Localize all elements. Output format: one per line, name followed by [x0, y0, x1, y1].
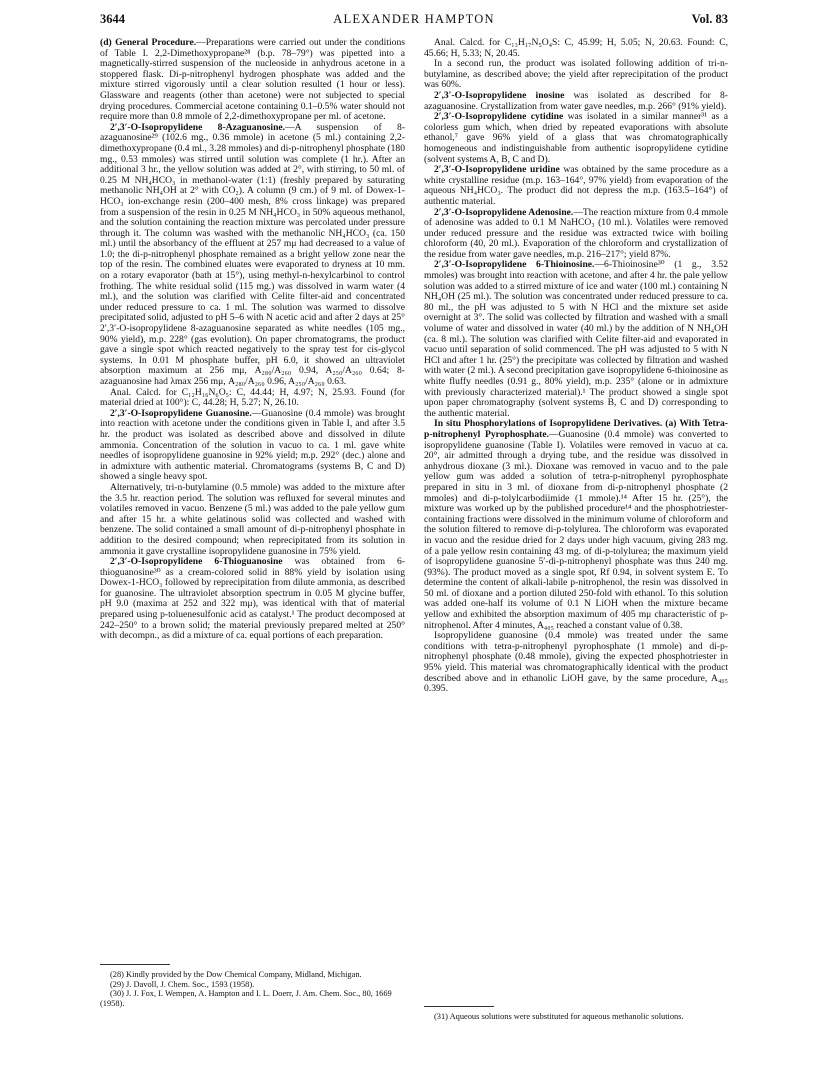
paragraph-phosphorylation-second: Isopropylidene guanosine (0.4 mmole) was treated under the same conditions with tetra-p-nitrophenyl pyrophosphate (1 mmole) and di-p-nitrophenyl phosphate (0.48 mmole), giving the expected phosphotriester in 95% yield. This material was chromatographically identical with the product described above and in ethanolic LiOH gave, by the same procedure, A₄₀₅ 0.395.: [424, 630, 728, 695]
paragraph-adenosine: 2′,3′-O-Isopropylidene Adenosine.—The reaction mixture from 0.4 mmole of adenosine was added to 0.1 M NaHCO₃ (10 ml.). Volatiles were removed under reduced pressure and the residue was extracted twice with boiling chloroform (40, 20 ml.). Evaporation of the chloroform and crystallization of the residue from water gave needles, m.p. 216–217°; yield 87%.: [424, 206, 728, 260]
paragraph-guanosine-alternative: Alternatively, tri-n-butylamine (0.5 mmole) was added to the mixture after the 3.5 hr. reaction period. The solution was refluxed for several minutes and volatiles removed in vacuo. Benzene (5 ml.) was added to the pale yellow gum and after 15 hr. a white gelatinous solid was collected and washed with benzene. The solid contained a small amount of di-p-nitrophenyl phosphate in addition to the desired compound; when reprecipitated from its solution in ammonia it gave crystalline isopropylidene guanosine in 75% yield.: [100, 481, 405, 557]
page-header: [100, 12, 728, 28]
footnote-30: (30) J. J. Fox, I. Wempen, A. Hampton and I. L. Doerr, J. Am. Chem. Soc., 80, 1669 (1958).: [100, 989, 392, 1008]
paragraph-thioguanosine-analysis: Anal. Calcd. for C₁₃H₁₇N₅O₄S: C, 45.99; H, 5.05; N, 20.63. Found: C, 45.66; H, 5.33; N, 20.45.: [424, 37, 728, 59]
paragraph-cytidine: 2′,3′-O-Isopropylidene cytidine was isolated in a similar manner³¹ as a colorless gum which, when dried by repeated evaporations with absolute ethanol,⁷ gave 96% yield of a glass that was chromatographically homogeneous and indistinguishable from authentic isopropylidene cytidine (solvent systems A, B, C and D).: [424, 111, 728, 165]
footnote-divider: [424, 1006, 494, 1007]
paragraph-uridine: 2′,3′-O-Isopropylidene uridine was obtained by the same procedure as a white crystalline residue (m.p. 163–164°, 97% yield) from evaporation of the aqueous NH₄HCO₃. The product did not depress the m.p. (163.5–164°) of authentic material.: [424, 164, 728, 207]
footnotes-right: [424, 1000, 728, 1022]
running-head-author: ALEXANDER HAMPTON: [333, 12, 495, 26]
volume-label: Vol. 83: [691, 12, 728, 26]
footnote-divider: [100, 964, 170, 965]
paragraph-azaguanosine: 2′,3′-O-Isopropylidene 8-Azaguanosine.—A suspension of 8-azaguanosine²⁹ (102.6 mg., 0.36 mmole) in acetone (5 ml.) containing 2,2-dimethoxypropane (0.4 ml., 3.28 mmoles) and di-p-nitrophenyl phosphate (180 mg., 0.53 mmoles) was stirred until solution was complete (1 hr.). After an additional 3 hr., the yellow solution was added at 2°, with stirring, to 50 ml. of 0.25 M NH₄HCO₃ in methanol-water (1:1) (freshly prepared by saturating methanolic NH₄OH at 2° with CO₂). A column (9 cm.) of 9 ml. of Dowex-1-HCO₃ ion-exchange resin (200–400 mesh, 8% cross linkage) was prepared from a suspension of the resin in 0.25 M NH₄HCO₃ in 50% aqueous methanol, and the solution containing the reaction mixture was percolated under pressure through it. The column was washed with the methanolic NH₄HCO₃ (ca. 150 ml.) until the absorbancy of the effluent at 257 mμ had decreased to a value of 1.0; the di-p-nitrophenyl phosphate remained as a bright yellow zone near the top of the resin. The combined eluates were evaporated to dryness at 10 mm. on a rotary evaporator (bath at 15°), using methyl-n-hexylcarbinol to control frothing. The white residual solid (115 mg.) was dissolved in warm water (4 ml.), and the solution was clarified with Celite filter-aid and concentrated under reduced pressure to ca. 1 ml. The solution was warmed to dissolve precipitated solid, adjusted to pH 5–6 with N acetic acid and after 2 days at 25° 2′,3′-O-isopropylidene 8-azaguanosine separated as white needles (105 mg., 90% yield), m.p. 228° (gas evolution). On paper chromatograms, the product gave a single spot which reacted negatively to the spray test for cis-glycol systems. In 0.01 M phosphate buffer, pH 6.0, it showed an ultraviolet absorption maximum at 256 mμ, A₂₈₀/A₂₆₀ 0.94, A₂₅₀/A₂₆₀ 0.64; 8-azaguanosine had λmax 256 mμ, A₂₈₀/A₂₆₀ 0.96, A₂₅₀/A₂₆₀ 0.63.: [100, 121, 405, 387]
footnote-31: (31) Aqueous solutions were substituted for aqueous methanolic solutions.: [434, 1012, 684, 1021]
paragraph-thioguanosine: 2′,3′-O-Isopropylidene 6-Thioguanosine was obtained from 6-thioguanosine³⁰ as a cream-colored solid in 88% yield by isolation using Dowex-1-HCO₃ followed by reprecipitation from dilute ammonia, as described for guanosine. The ultraviolet absorption spectrum in 0.05 M glycine buffer, pH 9.0 (maxima at 252 and 322 mμ), was identical with that of material prepared using p-toluenesulfonic acid as catalyst.¹ The product decomposed at 242–250° to a brown solid; the material previously prepared melted at 250° with decompn., as did a mixture of ca. equal portions of each preparation.: [100, 556, 405, 642]
paragraph-general-procedure: (d) General Procedure.—Preparations were carried out under the conditions of Table I. 2,2-Dimethoxypropane²⁸ (b.p. 78–79°) was pipetted into a magnetically-stirred suspension of the nucleoside in anhydrous acetone in a stoppered flask. Di-p-nitrophenyl hydrogen phosphate was added and the mixture stirred vigorously until a clear solution resulted (1 hour or less). Glassware and reagents (other than acetone) were not subjected to special drying procedures. Commercial acetone containing 0.1–0.5% water should not require more than 0.8 mmole of 2,2-dimethoxypropane per ml. of acetone.: [100, 37, 405, 123]
paragraph-second-run: In a second run, the product was isolated following addition of tri-n-butylamine, as described above; the yield after reprecipitation of the product was 60%.: [424, 58, 728, 91]
paragraph-phosphorylation: In situ Phosphorylations of Isopropylidene Derivatives. (a) With Tetra-p-nitrophenyl Pyrophosphate.—Guanosine (0.4 mmole) was converted to isopropylidene guanosine (Table I). Volatiles were removed in vacuo at ca. 20°, air admitted through a drying tube, and the residue was dissolved in anhydrous dioxane (3 ml.). Dioxane was removed in vacuo and to the pale yellow gum was added a solution of tetra-p-nitrophenyl pyrophosphate prepared in situ in 3 ml. of dioxane from di-p-nitrophenyl phosphate (2 mmoles) and di-p-tolylcarbodiimide (1 mmole).¹⁴ After 15 hr. (25°), the mixture was worked up by the published procedure¹⁴ and the phosphotriester-containing fractions were dissolved in the minimum volume of chloroform and the solution filtered to remove di-p-tolylurea. The chloroform was evaporated in vacuo and the residue dried for 2 days under high vacuum, giving 283 mg. of a pale yellow resin containing 43 mg. of di-p-tolylurea; the maximum yield of isopropylidene guanosine 5′-di-p-nitrophenyl phosphate was thus 240 mg. (93%). The product moved as a single spot, Rf 0.94, in solvent system E. To determine the content of alkali-labile p-nitrophenol, the resin was dissolved in 50 ml. of dioxane and a portion diluted 250-fold with ethanol. To this solution was added one-half its volume of 0.1 N LiOH when the mixture became yellow and exhibited the absorption maximum of 405 mμ characteristic of p-nitrophenol. After 4 minutes, A₄₀₅ reached a constant value of 0.38.: [424, 418, 728, 631]
paragraph-thioinosine: 2′,3′-O-Isopropylidene 6-Thioinosine.—6-Thioinosine³⁰ (1 g., 3.52 mmoles) was brought into reaction with acetone, and after 4 hr. the pale yellow solution was added to a stirred mixture of ice and water (100 ml.) containing N NH₄OH (25 ml.). The solution was concentrated under reduced pressure to ca. 80 ml., the pH was adjusted to 5 with N HCl and the mixture set aside overnight at 3°. The solid was collected by filtration and washed with a small volume of water and dissolved in water (40 ml.) by the addition of N NH₄OH (ca. 8 ml.). The solution was clarified with Celite filter-aid and evaporated in vacuo until separation of solid commenced. The pH was adjusted to 5 with N HCl and after 1 hr. (25°) the precipitate was collected by filtration and washed with water (2 ml.). A second precipitation gave isopropylidene 6-thioinosine as white fluffy needles (0.91 g., 80% yield), m.p. 235° (alone or in admixture with previously characterized material).¹ The product showed a single spot upon paper chromatography (solvent systems B, C and D) corresponding to the authentic material.: [424, 259, 728, 419]
page-number: 3644: [100, 12, 125, 26]
paragraph-inosine: 2′,3′-O-Isopropylidene inosine was isolated as described for 8-azaguanosine. Crystallization from water gave needles, m.p. 266° (91% yield).: [424, 89, 728, 112]
footnote-28: (28) Kindly provided by the Dow Chemical Company, Midland, Michigan.: [110, 970, 362, 979]
footnote-29: (29) J. Davoll, J. Chem. Soc., 1593 (1958).: [110, 979, 255, 989]
right-column: [424, 38, 728, 695]
left-column: [100, 38, 405, 642]
footnotes-left: [100, 958, 405, 1008]
paragraph-guanosine: 2′,3′-O-Isopropylidene Guanosine.—Guanosine (0.4 mmole) was brought into reaction with acetone under the conditions given in Table I, and after 3.5 hr. the product was isolated as described above and dissolved in dilute ammonia. Concentration of the solution in vacuo to ca. 1 ml. gave white needles of isopropylidene guanosine in 92% yield; m.p. 292° (dec.) alone and in admixture with authentic material. Chromatograms (systems B, C and D) showed a single heavy spot.: [100, 407, 406, 483]
paragraph-azaguanosine-analysis: Anal. Calcd. for C₁₂H₁₆N₆O₅: C, 44.44; H, 4.97; N, 25.93. Found (for material dried at 100°): C, 44.28; H, 5.27; N, 26.10.: [100, 386, 405, 409]
